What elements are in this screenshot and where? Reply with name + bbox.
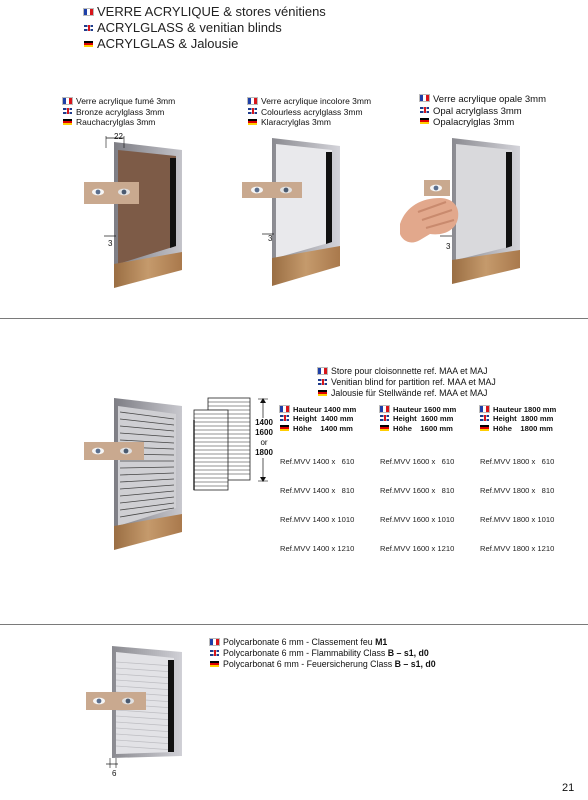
germany-flag-icon (480, 425, 489, 431)
list-item: Ref.MVV 1400 x 810 (280, 486, 355, 496)
height-column-1400: Hauteur 1400 mm Height 1400 mm Höhe 1400 mm Ref.MVV 1400 x 610 Ref.MVV 1400 x 810 Ref.MVV 1400 x 1010 Ref.MVV 1400 x 1210 (280, 405, 357, 553)
list-item: Ref.MVV 1600 x 1010 (380, 514, 455, 524)
uk-flag-icon (280, 415, 289, 421)
list-item: Ref.MVV 1600 x 1210 (380, 543, 455, 553)
list-item: Ref.MVV 1400 x 1210 (280, 543, 355, 553)
uk-flag-icon (420, 107, 429, 113)
france-flag-icon (318, 368, 327, 374)
height-column-1800: Hauteur 1800 mm Height 1800 mm Höhe 1800 mm Ref.MVV 1800 x 610 Ref.MVV 1800 x 810 Ref.MVV 1800 x 1010 Ref.MVV 1800 x 1210 (480, 405, 557, 553)
uk-flag-icon (63, 108, 72, 114)
height-column-1600: Hauteur 1600 mm Height 1600 mm Höhe 1600 mm Ref.MVV 1600 x 610 Ref.MVV 1600 x 810 Ref.MVV 1600 x 1010 Ref.MVV 1600 x 1210 (380, 405, 457, 553)
france-flag-icon (210, 639, 219, 645)
germany-flag-icon (420, 118, 429, 124)
germany-flag-icon (84, 41, 93, 47)
header-fr: VERRE ACRYLIQUE & stores vénitiens (97, 4, 326, 19)
germany-flag-icon (210, 661, 219, 667)
dimension-6: 6 (112, 769, 117, 778)
list-item: Ref.MVV 1800 x 610 (480, 457, 555, 467)
polycarbonate-caption: Polycarbonate 6 mm - Classement feu M1 Polycarbonate 6 mm - Flammability Class B – s1, d0 Polycarbonat 6 mm - Feuersicherung Class B – s1, d0 (210, 637, 436, 670)
uk-flag-icon (480, 415, 489, 421)
list-item: Ref.MVV 1400 x 610 (280, 457, 355, 467)
uk-flag-icon (248, 108, 257, 114)
list-item: Ref.MVV 1800 x 1010 (480, 514, 555, 524)
list-item: Ref.MVV 1800 x 1210 (480, 543, 555, 553)
caption-smoked: Verre acrylique fumé 3mm Bronze acrylglass 3mm Rauchacrylglas 3mm (63, 96, 175, 128)
france-flag-icon (380, 406, 389, 412)
list-item: Ref.MVV 1600 x 810 (380, 486, 455, 496)
uk-flag-icon (318, 379, 327, 385)
dimension-3: 3 (446, 242, 451, 251)
uk-flag-icon (210, 650, 219, 656)
panel-illustration-opal (400, 128, 530, 288)
list-item: Ref.MVV 1800 x 810 (480, 486, 555, 496)
panel-illustration-smoked (84, 128, 194, 288)
page-number: 21 (562, 782, 575, 794)
germany-flag-icon (63, 119, 72, 125)
uk-flag-icon (380, 415, 389, 421)
germany-flag-icon (380, 425, 389, 431)
blind-panel-illustration (84, 392, 194, 552)
germany-flag-icon (280, 425, 289, 431)
panel-illustration-colourless (242, 128, 352, 288)
dimension-3: 3 (268, 234, 273, 243)
header-de: ACRYLGLAS & Jalousie (97, 36, 239, 51)
germany-flag-icon (248, 119, 257, 125)
germany-flag-icon (318, 390, 327, 396)
france-flag-icon (63, 98, 72, 104)
uk-flag-icon (84, 25, 93, 31)
dimension-3: 3 (108, 239, 113, 248)
france-flag-icon (480, 406, 489, 412)
france-flag-icon (248, 98, 257, 104)
france-flag-icon (84, 9, 93, 15)
dimension-22: 22 (114, 132, 123, 141)
section-divider (0, 624, 588, 625)
polycarbonate-panel-illustration (84, 640, 194, 770)
section-divider (0, 318, 588, 319)
list-item: Ref.MVV 1400 x 1010 (280, 514, 355, 524)
header-en: ACRYLGLASS & venitian blinds (97, 20, 282, 35)
blind-slats-diagram (190, 394, 256, 494)
page-header (84, 4, 326, 52)
list-item: Ref.MVV 1600 x 610 (380, 457, 455, 467)
height-label: 1400 1600 or 1800 (255, 418, 273, 457)
caption-opal: Verre acrylique opale 3mm Opal acrylglass 3mm Opalacrylglas 3mm (420, 94, 546, 129)
france-flag-icon (420, 95, 429, 101)
caption-colourless: Verre acrylique incolore 3mm Colourless acrylglass 3mm Klaracrylglas 3mm (248, 96, 371, 128)
france-flag-icon (280, 406, 289, 412)
blind-title: Store pour cloisonnette ref. MAA et MAJ Venitian blind for partition ref. MAA et MAJ Jalousie für Stellwände ref. MAA et MAJ (318, 366, 496, 399)
